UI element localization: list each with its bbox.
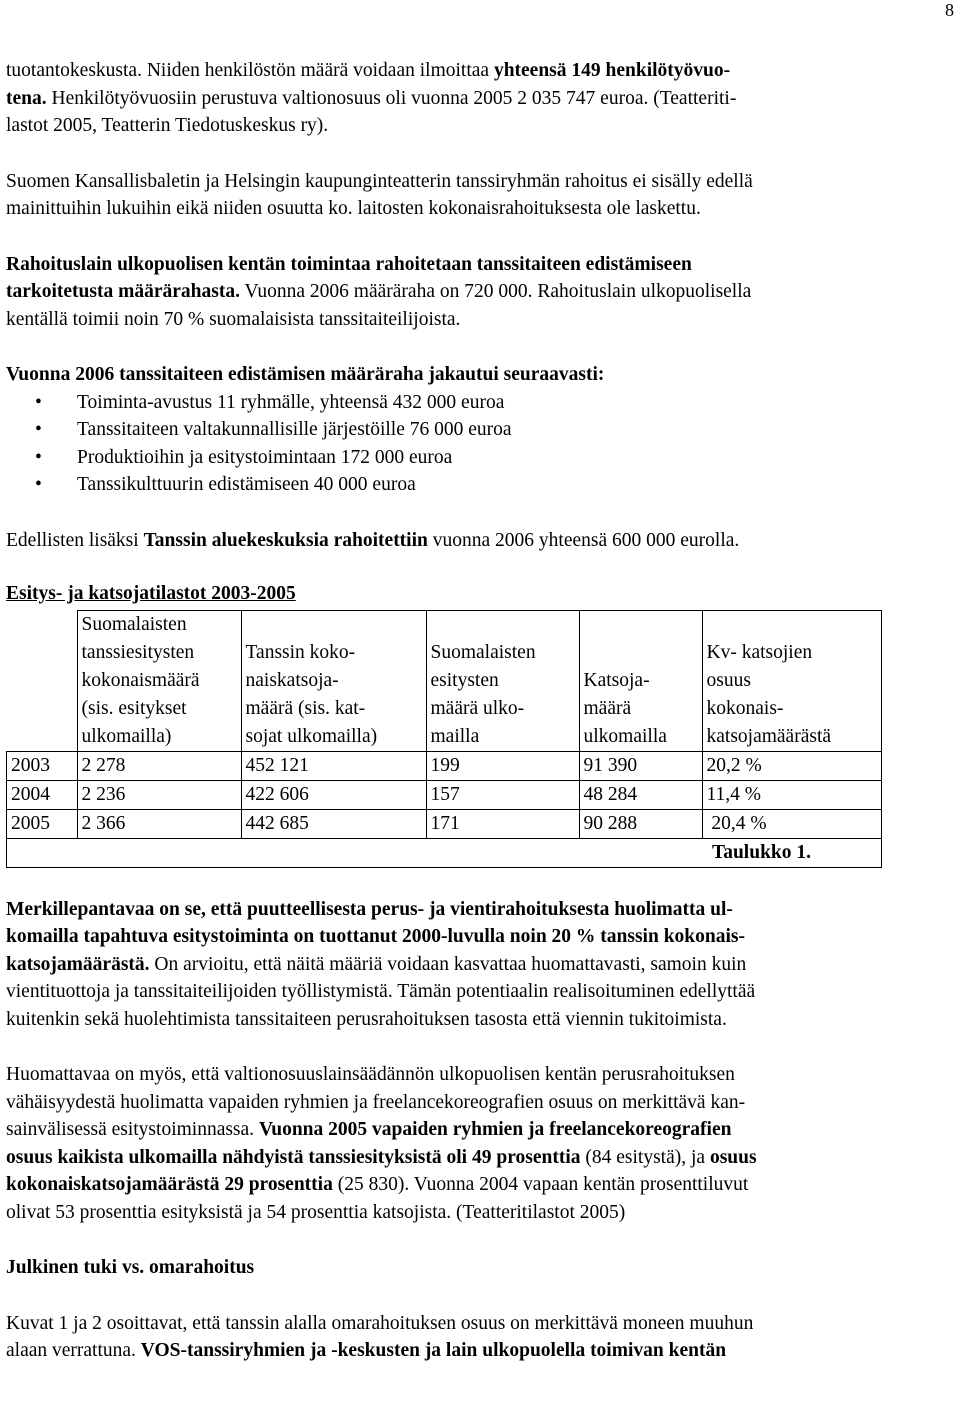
text: vientituottoja ja tanssitaiteilijoiden työllistymistä. Tämän potentiaalin realisoituminen edellyttää (6, 981, 756, 1002)
bold-text: Merkillepantavaa on se, että puutteellisesta perus- ja vientirahoituksesta huolimatta ul- (6, 898, 733, 920)
list-item: • Toiminta-avustus 11 ryhmälle, yhteensä 432 000 euroa (6, 389, 941, 417)
paragraph-regional-centres (6, 527, 941, 555)
allocation-list (6, 389, 941, 499)
list-item: • Tanssitaiteen valtakunnallisille järjestöille 76 000 euroa (6, 416, 941, 444)
text: lastot 2005, Teatterin Tiedotuskeskus ry). (6, 115, 329, 136)
text: olivat 53 prosenttia esityksistä ja 54 prosenttia katsojista. (Teatteritilastot 2005) (6, 1201, 626, 1223)
text: kentällä toimii noin 70 % suomalaisista tanssitaiteilijoista. (6, 308, 461, 330)
paragraph-national-ballet (6, 168, 941, 223)
paragraph-international (6, 896, 941, 1034)
paragraph-free-groups (6, 1061, 941, 1226)
section-heading-text: Julkinen tuki vs. omarahoitus (6, 1257, 255, 1278)
bold-text: osuus (709, 1146, 757, 1168)
section-heading (6, 1254, 941, 1282)
list-item: • Produktioihin ja esitystoimintaan 172 000 euroa (6, 444, 941, 472)
bold-text: kokonaiskatsojamäärästä 29 prosenttia (6, 1174, 333, 1195)
table-title: Esitys- ja katsojatilastot 2003-2005 (6, 583, 296, 604)
text: vuonna 2006 yhteensä 600 000 eurolla. (427, 529, 740, 551)
list-item: • Tanssikulttuurin edistämiseen 40 000 euroa (6, 471, 941, 499)
text: Kuvat 1 ja 2 osoittavat, että tanssin alalla omarahoituksen osuus on merkittävä moneen muuhun (6, 1312, 754, 1334)
text: Henkilötyövuosiin perustuva valtionosuus oli vuonna 2005 2 035 747 euroa. (Teatteriti- (46, 87, 737, 109)
text: mainittuihin lukuihin eikä niiden osuutta ko. laitosten kokonaisrahoituksesta ole laskettu. (6, 198, 701, 219)
table-header-cell: Kv- katsojien osuus kokonais- katsojamäärästä (702, 610, 881, 751)
table-row: 2003 2 278 452 121 199 91 390 20,2 % (7, 751, 882, 780)
table-header-cell: Tanssin koko- naiskatsoja- määrä (sis. kat- sojat ulkomailla) (241, 610, 426, 751)
bold-text: tarkoitetusta määrärahasta. (6, 281, 240, 302)
table-header-cell: Suomalaisten esitysten määrä ulko- mailla (426, 610, 579, 751)
text: tuotantokeskusta. Niiden henkilöstön määrä voidaan ilmoittaa (6, 60, 494, 81)
allocation-heading: Vuonna 2006 tanssitaiteen edistämisen määräraha jakautui seuraavasti: (6, 364, 605, 385)
bold-text: Tanssin aluekeskuksia rahoitettiin (143, 529, 428, 551)
paragraph-funding-law (6, 251, 941, 334)
text: Suomen Kansallisbaletin ja Helsingin kaupunginteatterin tanssiryhmän rahoitus ei sisälly edellä (6, 170, 753, 192)
table-header-cell: Suomalaisten tanssiesitysten kokonaismäärä (sis. esitykset ulkomailla) (77, 610, 241, 751)
bold-text: yhteensä 149 henkilötyövuo- (493, 60, 731, 81)
text: kuitenkin sekä huolehtimista tanssitaiteen perusrahoituksen tasosta että viennin tukitoimista. (6, 1008, 727, 1030)
table-header-row (7, 610, 882, 751)
bold-text: Rahoituslain ulkopuolisen kentän toimintaa rahoitetaan tanssitaiteen edistämiseen (6, 253, 692, 275)
paragraph-staff-count (6, 57, 941, 140)
statistics-table-section (6, 580, 941, 868)
text: vähäisyydestä huolimatta vapaiden ryhmien ja freelancekoreografien osuus on merkittävä kan- (6, 1091, 746, 1113)
table-row: 2005 2 366 442 685 171 90 288 20,4 % (7, 809, 882, 838)
document-body (6, 57, 941, 1365)
bold-text: katsojamäärästä. (6, 953, 150, 975)
text: (25 830). Vuonna 2004 vapaan kentän prosenttiluvut (332, 1174, 749, 1195)
table-row: 2004 2 236 422 606 157 48 284 11,4 % (7, 780, 882, 809)
bold-text: komailla tapahtuva esitystoiminta on tuottanut 2000-luvulla noin 20 % tanssin kokonais- (6, 926, 745, 947)
text: Vuonna 2006 määräraha on 720 000. Rahoituslain ulkopuolisella (239, 281, 752, 302)
bold-text: Vuonna 2005 vapaiden ryhmien ja freelancekoreografien (258, 1119, 732, 1140)
text: On arvioitu, että näitä määriä voidaan kasvattaa huomattavasti, samoin kuin (149, 953, 747, 975)
statistics-table (6, 610, 882, 868)
text: Edellisten lisäksi (6, 529, 144, 551)
bold-text: VOS-tanssiryhmien ja -keskusten ja lain ulkopuolella toimivan kentän (140, 1340, 727, 1361)
table-caption: Taulukko 1. (712, 841, 812, 863)
text: (84 esitystä), ja (580, 1146, 710, 1168)
table-header-cell: Katsoja- määrä ulkomailla (579, 610, 702, 751)
text: alaan verrattuna. (6, 1340, 141, 1361)
bold-text: tena. (6, 87, 47, 109)
text: sainvälisessä esitystoiminnassa. (6, 1119, 259, 1140)
paragraph-self-funding (6, 1310, 941, 1365)
table-header-empty (7, 610, 78, 751)
table-caption-row (7, 838, 882, 867)
bold-text: osuus kaikista ulkomailla nähdyistä tanssiesityksistä oli 49 prosenttia (6, 1146, 581, 1168)
page-number: 8 (945, 0, 954, 20)
allocation-section (6, 361, 941, 499)
text: Huomattavaa on myös, että valtionosuuslainsäädännön ulkopuolisen kentän perusrahoituksen (6, 1064, 735, 1085)
